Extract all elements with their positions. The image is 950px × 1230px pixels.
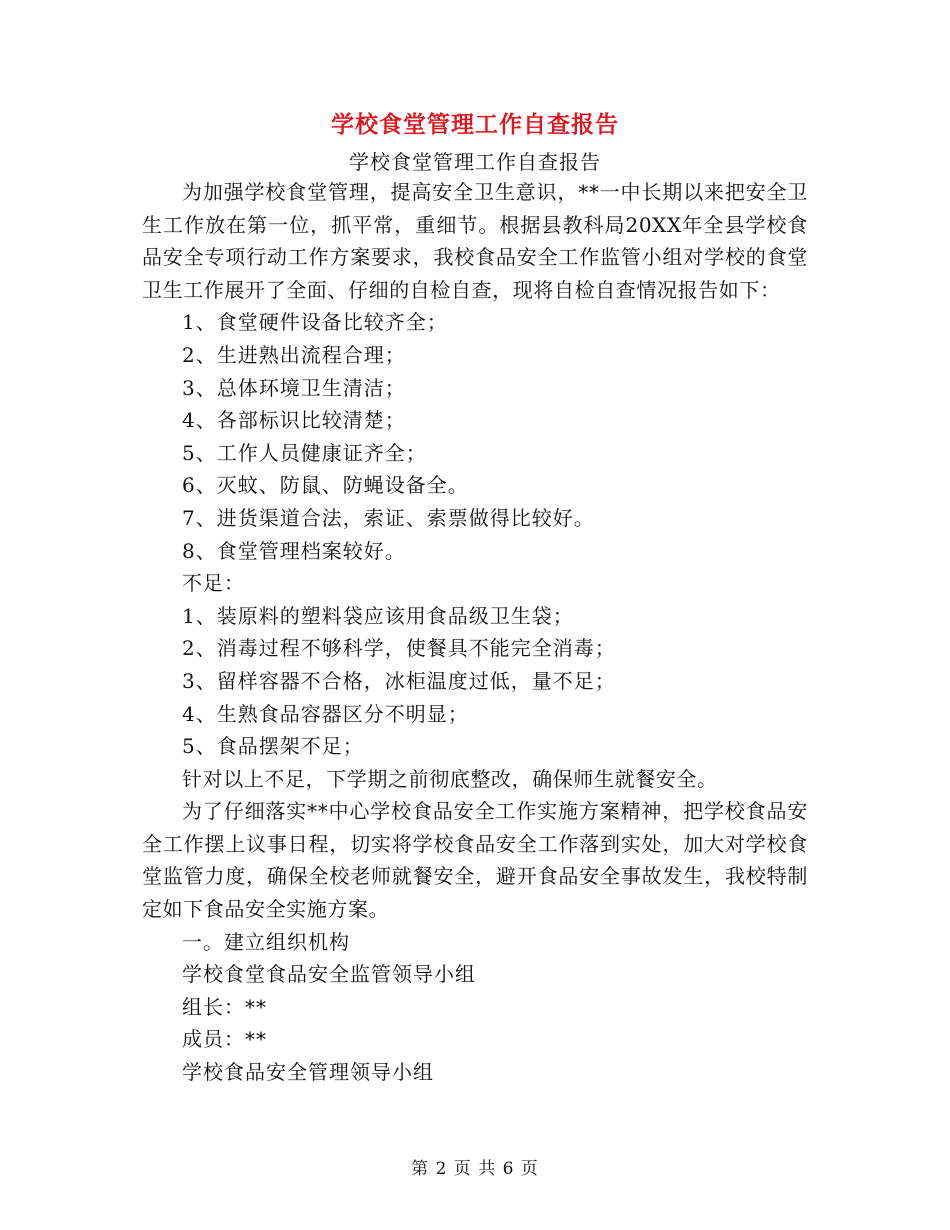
- members-line: 成员：**: [182, 1027, 267, 1052]
- strength-item-5: 5、工作人员健康证齐全；: [182, 440, 427, 465]
- plan-intro-paragraph: 为了仔细落实**中心学校食品安全工作实施方案精神，把学校食品安全工作摆上议事日程，切实将学校食品安全工作落到实处，加大对学校食堂监管力度，确保全校老师就餐安全，避开食品安全事故发生，我校特制定如下食品安全实施方案。: [142, 799, 808, 922]
- intro-paragraph: 为加强学校食堂管理，提高安全卫生意识，**一中长期以来把安全卫生工作放在第一位，抓平常，重细节。根据县教科局20XX年全县学校食品安全专项行动工作方案要求，我校食品安全工作监管小组对学校的食堂卫生工作展开了全面、仔细的自检自查，现将自检自查情况报告如下：: [142, 180, 808, 302]
- group-two-title: 学校食品安全管理领导小组: [182, 1060, 434, 1085]
- rectify-paragraph: 针对以上不足，下学期之前彻底整改，确保师生就餐安全。: [182, 766, 718, 791]
- strength-item-6: 6、灭蚊、防鼠、防蝇设备全。: [182, 473, 469, 498]
- group-one-title: 学校食堂食品安全监管领导小组: [182, 962, 476, 987]
- document-subtitle: 学校食堂管理工作自查报告: [349, 150, 601, 174]
- strength-item-3: 3、总体环境卫生清洁；: [182, 375, 406, 400]
- document-body: [142, 176, 808, 1089]
- weakness-item-1: 1、装原料的塑料袋应该用食品级卫生袋；: [182, 603, 574, 628]
- strength-item-1: 1、食堂硬件设备比较齐全；: [182, 310, 448, 335]
- weakness-item-3: 3、留样容器不合格，冰柜温度过低，量不足；: [182, 668, 616, 693]
- page-number-footer: 第 2 页 共 6 页: [411, 1159, 539, 1179]
- strength-item-7: 7、进货渠道合法，索证、索票做得比较好。: [182, 505, 595, 530]
- weakness-item-2: 2、消毒过程不够科学，使餐具不能完全消毒；: [182, 636, 616, 661]
- weakness-item-5: 5、食品摆架不足；: [182, 734, 364, 759]
- weakness-item-4: 4、生熟食品容器区分不明显；: [182, 701, 469, 726]
- strength-item-2: 2、生进熟出流程合理；: [182, 342, 406, 367]
- section-one-heading: 一。建立组织机构: [182, 929, 350, 954]
- leader-line: 组长：**: [182, 994, 267, 1019]
- strength-item-4: 4、各部标识比较清楚；: [182, 408, 406, 433]
- weakness-heading: 不足：: [182, 571, 245, 596]
- strength-item-8: 8、食堂管理档案较好。: [182, 538, 406, 563]
- document-title: 学校食堂管理工作自查报告: [331, 111, 619, 138]
